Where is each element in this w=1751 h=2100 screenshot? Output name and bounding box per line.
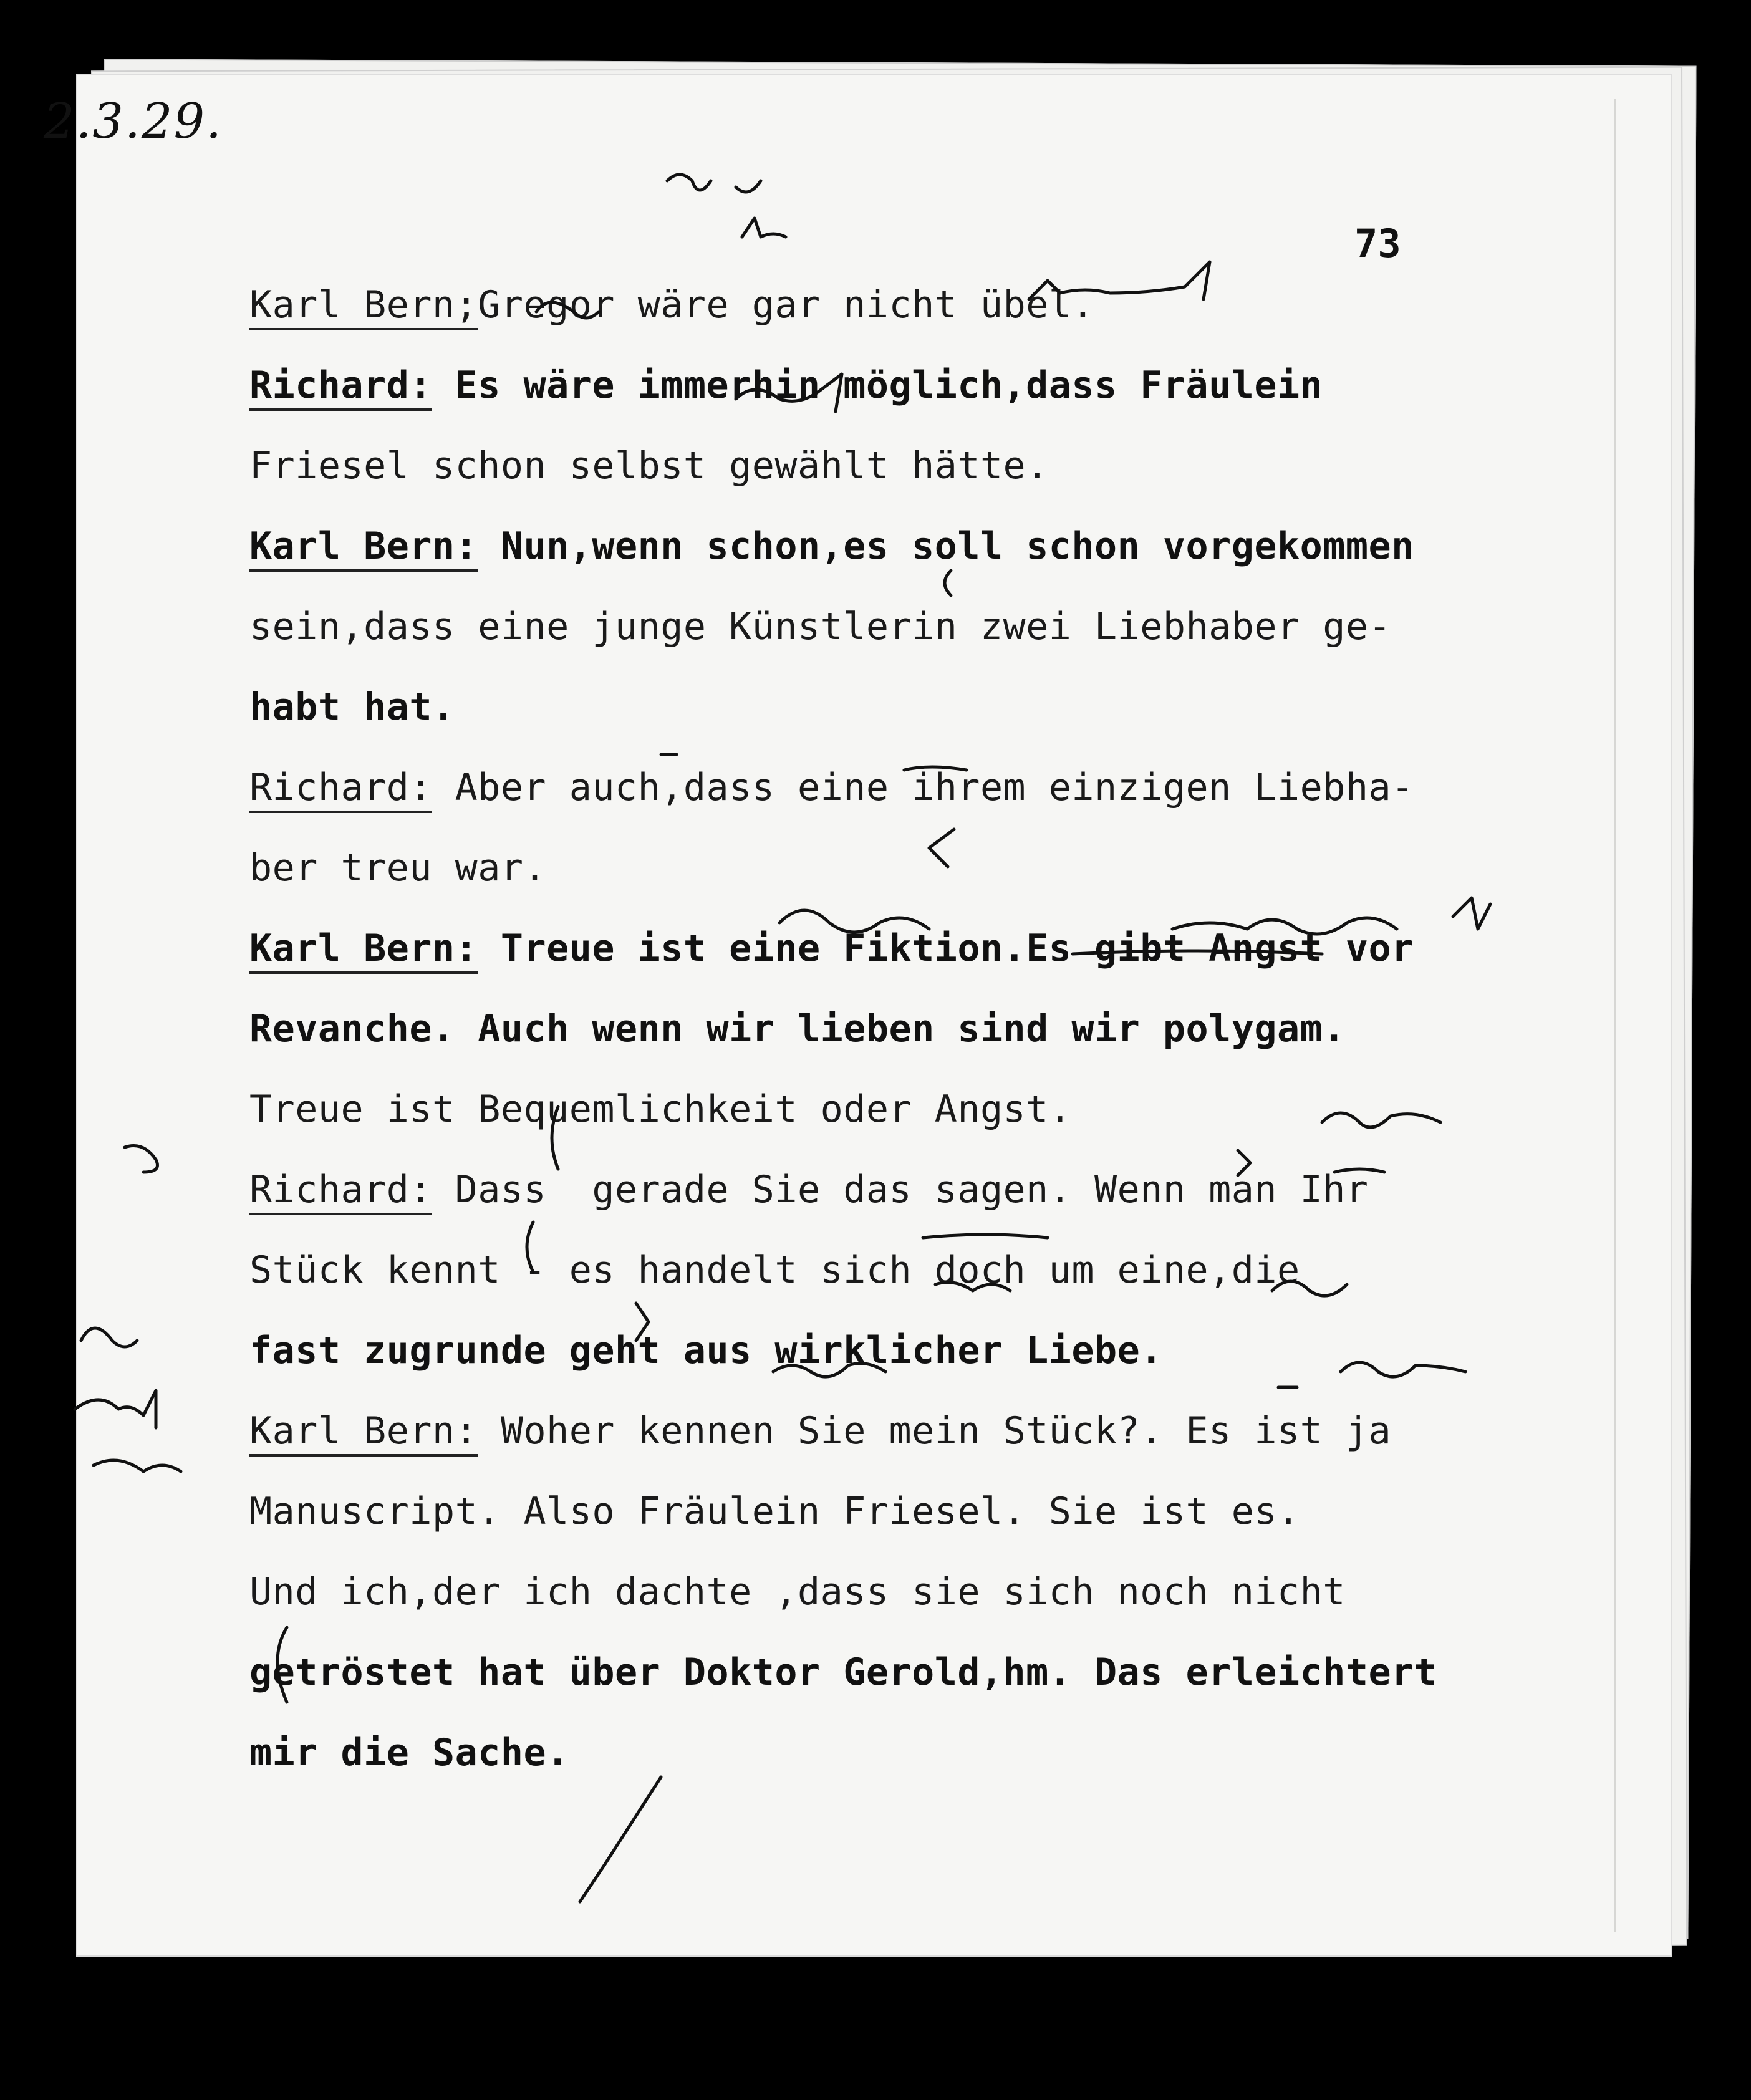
- typescript-line: [249, 908, 1621, 989]
- typescript-line: [249, 426, 1621, 506]
- dialogue-text: Aber auch,dass eine ihrem einzigen Liebha-: [432, 766, 1414, 809]
- speaker-name: Richard:: [249, 766, 432, 813]
- typescript-line: [249, 667, 1621, 748]
- dialogue-text: Es wäre immerhin möglich,dass Fräulein: [432, 364, 1323, 407]
- dialogue-text: sein,dass eine junge Künstlerin zwei Liebhaber ge-: [249, 605, 1392, 648]
- document-body: [249, 265, 1621, 1793]
- dialogue-text: habt hat.: [249, 685, 455, 729]
- typescript-line: [249, 1471, 1621, 1552]
- typescript-line: [249, 506, 1621, 587]
- speaker-name: Karl Bern;: [249, 283, 478, 330]
- dialogue-text: fast zugrunde geht aus wirklicher Liebe.: [249, 1329, 1163, 1372]
- dialogue-text: Friesel schon selbst gewählt hätte.: [249, 444, 1049, 488]
- dialogue-text: Manuscript. Also Fräulein Friesel. Sie ist es.: [249, 1490, 1300, 1533]
- typescript-line: [249, 1391, 1621, 1471]
- speaker-name: Karl Bern:: [249, 1409, 478, 1457]
- typescript-line: [249, 345, 1621, 426]
- speaker-name: Karl Bern:: [249, 927, 478, 974]
- typescript-line: [249, 1632, 1621, 1713]
- speaker-name: Richard:: [249, 1168, 432, 1215]
- typescript-line: [249, 828, 1621, 908]
- typescript-line: [249, 1552, 1621, 1632]
- typescript-line: [249, 1311, 1621, 1391]
- dialogue-text: getröstet hat über Doktor Gerold,hm. Das erleichtert: [249, 1650, 1437, 1694]
- dialogue-text: Dass gerade Sie das sagen. Wenn man Ihr: [432, 1168, 1369, 1211]
- dialogue-text: Und ich,der ich dachte ,dass sie sich noch nicht: [249, 1570, 1346, 1614]
- handwritten-date: 2.3.29.: [44, 94, 223, 150]
- dialogue-text: Nun,wenn schon,es soll schon vorgekommen: [478, 524, 1414, 568]
- typescript-line: [249, 1069, 1621, 1150]
- dialogue-text: Revanche. Auch wenn wir lieben sind wir polygam.: [249, 1007, 1346, 1051]
- typescript-line: [249, 1230, 1621, 1311]
- typescript-line: [249, 587, 1621, 667]
- dialogue-text: Stück kennt - es handelt sich doch um eine,die: [249, 1248, 1300, 1292]
- page-number: 73: [1354, 221, 1401, 266]
- dialogue-text: Treue ist eine Fiktion.Es gibt Angst vor: [478, 927, 1414, 970]
- speaker-name: Richard:: [249, 364, 432, 411]
- typescript-line: [249, 748, 1621, 828]
- typescript-line: [249, 265, 1621, 345]
- dialogue-text: ber treu war.: [249, 846, 547, 890]
- typescript-line: [249, 1713, 1621, 1793]
- dialogue-text: Gregor wäre gar nicht übel.: [478, 283, 1095, 327]
- dialogue-text: mir die Sache.: [249, 1731, 569, 1775]
- speaker-name: Karl Bern:: [249, 524, 478, 572]
- typescript-line: [249, 1150, 1621, 1230]
- typescript-line: [249, 989, 1621, 1069]
- dialogue-text: Treue ist Bequemlichkeit oder Angst.: [249, 1087, 1072, 1131]
- dialogue-text: Woher kennen Sie mein Stück?. Es ist ja: [478, 1409, 1392, 1453]
